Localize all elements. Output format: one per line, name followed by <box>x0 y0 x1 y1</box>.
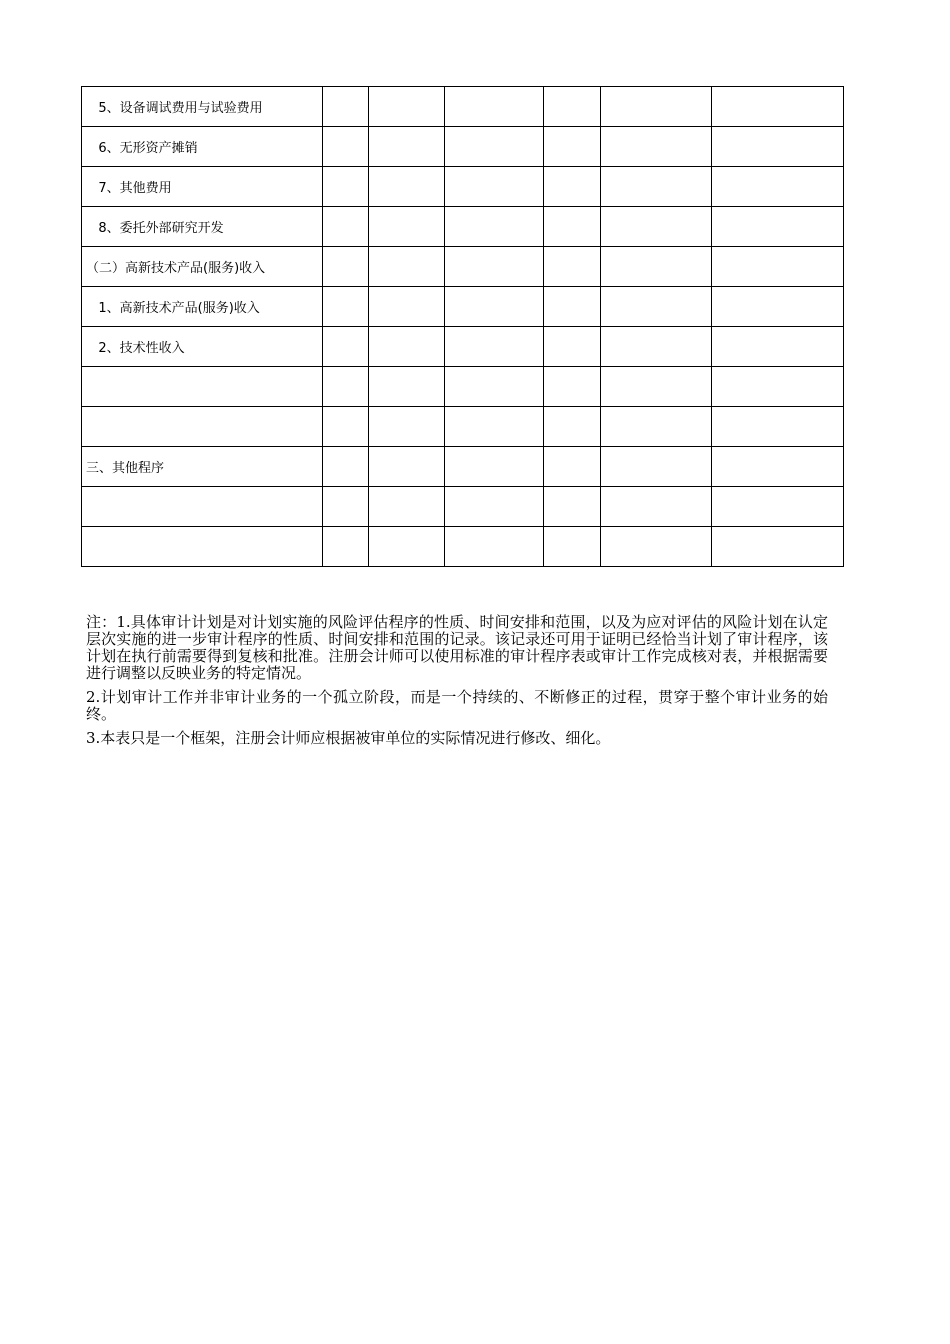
table-cell <box>544 167 601 207</box>
table-row <box>82 327 844 367</box>
table-row <box>82 487 844 527</box>
table-cell <box>369 527 445 567</box>
row-label: （二）高新技术产品(服务)收入 <box>82 247 323 287</box>
row-label <box>82 527 323 567</box>
table-cell <box>323 127 369 167</box>
table-cell <box>712 367 844 407</box>
note-1: 注：1.具体审计计划是对计划实施的风险评估程序的性质、时间安排和范围，以及为应对评估的风险计划在认定层次实施的进一步审计程序的性质、时间安排和范围的记录。该记录还可用于证明已经恰当计划了审计程序，该计划在执行前需要得到复核和批准。注册会计师可以使用标准的审计程序表或审计工作完成核对表，并根据需要进行调整以反映业务的特定情况。 <box>86 613 828 682</box>
table-cell <box>323 247 369 287</box>
table-cell <box>712 167 844 207</box>
table-cell <box>712 207 844 247</box>
table-cell <box>601 327 712 367</box>
table-cell <box>369 247 445 287</box>
table-cell <box>445 527 544 567</box>
table-cell <box>445 127 544 167</box>
table-row <box>82 367 844 407</box>
table-cell <box>369 167 445 207</box>
table-cell <box>544 247 601 287</box>
table-cell <box>544 447 601 487</box>
row-label <box>82 487 323 527</box>
table-cell <box>445 367 544 407</box>
table-cell <box>369 487 445 527</box>
table-cell <box>445 327 544 367</box>
table-cell <box>369 127 445 167</box>
table-cell <box>601 207 712 247</box>
table-cell <box>544 487 601 527</box>
note-2: 2.计划审计工作并非审计业务的一个孤立阶段，而是一个持续的、不断修正的过程，贯穿于整个审计业务的始终。 <box>86 688 828 723</box>
table-cell <box>712 87 844 127</box>
row-label: 7、其他费用 <box>82 167 323 207</box>
table-cell <box>544 287 601 327</box>
table-row <box>82 287 844 327</box>
table-cell <box>712 327 844 367</box>
notes-section <box>86 614 828 754</box>
table-cell <box>369 447 445 487</box>
table-cell <box>323 87 369 127</box>
table-cell <box>369 287 445 327</box>
audit-plan-table <box>81 86 844 567</box>
table-cell <box>601 487 712 527</box>
table-cell <box>712 127 844 167</box>
table-cell <box>323 167 369 207</box>
table-cell <box>445 247 544 287</box>
table-cell <box>323 207 369 247</box>
table-cell <box>323 447 369 487</box>
table-cell <box>445 167 544 207</box>
table-cell <box>323 367 369 407</box>
row-label <box>82 367 323 407</box>
table-row <box>82 407 844 447</box>
table-cell <box>601 127 712 167</box>
table-cell <box>601 87 712 127</box>
table-row <box>82 207 844 247</box>
table-cell <box>369 87 445 127</box>
table-cell <box>601 287 712 327</box>
table-cell <box>323 287 369 327</box>
table-cell <box>369 407 445 447</box>
row-label: 三、其他程序 <box>82 447 323 487</box>
table-cell <box>601 527 712 567</box>
table-cell <box>712 287 844 327</box>
table-cell <box>369 207 445 247</box>
table-cell <box>323 527 369 567</box>
table-cell <box>544 327 601 367</box>
row-label <box>82 407 323 447</box>
table-row <box>82 527 844 567</box>
table-cell <box>445 87 544 127</box>
table-cell <box>369 327 445 367</box>
table-cell <box>601 167 712 207</box>
table-row <box>82 87 844 127</box>
table-cell <box>544 127 601 167</box>
table-cell <box>544 407 601 447</box>
table-cell <box>445 407 544 447</box>
table-row <box>82 127 844 167</box>
table-cell <box>544 527 601 567</box>
row-label: 6、无形资产摊销 <box>82 127 323 167</box>
note-3: 3.本表只是一个框架，注册会计师应根据被审单位的实际情况进行修改、细化。 <box>86 729 611 747</box>
row-label: 1、高新技术产品(服务)收入 <box>82 287 323 327</box>
table-cell <box>712 447 844 487</box>
table-row <box>82 167 844 207</box>
table-cell <box>544 207 601 247</box>
table-cell <box>712 487 844 527</box>
table-cell <box>445 487 544 527</box>
table-cell <box>445 447 544 487</box>
table-cell <box>712 527 844 567</box>
table-cell <box>601 407 712 447</box>
table-cell <box>712 247 844 287</box>
table-cell <box>712 407 844 447</box>
table-cell <box>323 327 369 367</box>
row-label: 8、委托外部研究开发 <box>82 207 323 247</box>
table-cell <box>323 487 369 527</box>
table-cell <box>601 447 712 487</box>
table-cell <box>601 367 712 407</box>
table-cell <box>601 247 712 287</box>
table-cell <box>544 87 601 127</box>
row-label: 5、设备调试费用与试验费用 <box>82 87 323 127</box>
table-row <box>82 447 844 487</box>
row-label: 2、技术性收入 <box>82 327 323 367</box>
table-cell <box>369 367 445 407</box>
table-row <box>82 247 844 287</box>
table-cell <box>445 287 544 327</box>
table-cell <box>323 407 369 447</box>
table-cell <box>544 367 601 407</box>
table-cell <box>445 207 544 247</box>
